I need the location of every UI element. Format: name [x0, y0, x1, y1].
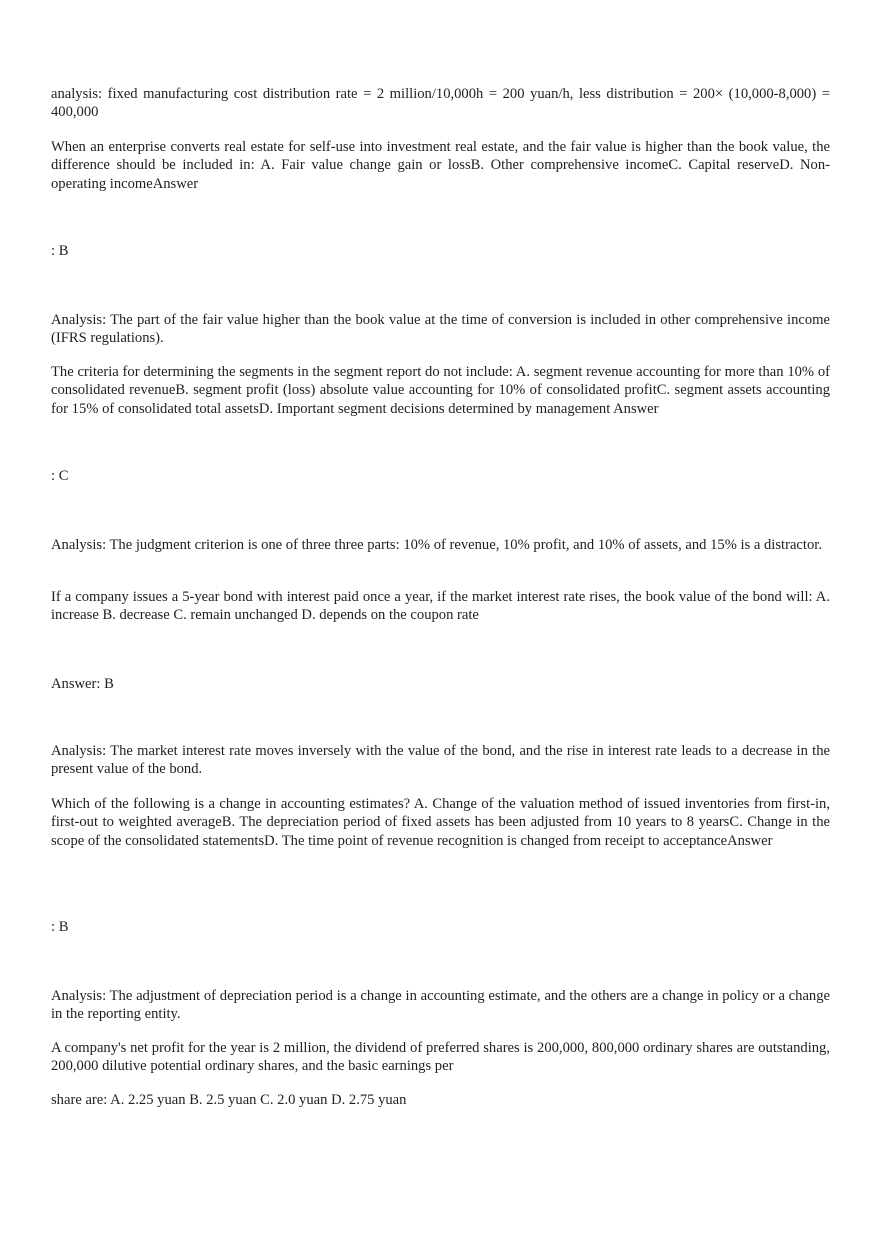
- paragraph-question-accounting-estimates: Which of the following is a change in accounting estimates? A. Change of the valuation method of issued inventories from first-in, first-out to weighted averageB. The depreciation period of fixed assets has been adjusted from 10 years to 8 yearsC. Change in the scope of the consolidated statementsD. The time point of revenue recognition is changed from receipt to acceptanceAnswer: [51, 796, 830, 849]
- paragraph-analysis-fair-value: Analysis: The part of the fair value higher than the book value at the time of conversion is included in other comprehensive income (IFRS regulations).: [51, 312, 830, 347]
- paragraph-answer-b-1: : B: [51, 243, 69, 259]
- paragraph-answer-b-3: : B: [51, 919, 69, 935]
- paragraph-eps-options: share are: A. 2.25 yuan B. 2.5 yuan C. 2.0 yuan D. 2.75 yuan: [51, 1092, 407, 1108]
- paragraph-answer-c: : C: [51, 468, 69, 484]
- paragraph-question-real-estate: When an enterprise converts real estate for self-use into investment real estate, and the fair value is higher than the book value, the difference should be included in: A. Fair value change gain or lossB. Other comprehensive incomeC. Capital reserveD. Non-operating incomeAnswer: [51, 139, 830, 192]
- paragraph-analysis-segment: Analysis: The judgment criterion is one of three three parts: 10% of revenue, 10% profit, and 10% of assets, and 15% is a distractor.: [51, 537, 822, 553]
- paragraph-question-bond: If a company issues a 5-year bond with interest paid once a year, if the market interest rate rises, the book value of the bond will: A. increase B. decrease C. remain unchanged D. depends on the coupon rate: [51, 589, 830, 624]
- paragraph-analysis-depreciation: Analysis: The adjustment of depreciation period is a change in accounting estimate, and the others are a change in policy or a change in the reporting entity.: [51, 988, 830, 1023]
- paragraph-question-earnings-per-share: A company's net profit for the year is 2 million, the dividend of preferred shares is 200,000, 800,000 ordinary shares are outstanding, 200,000 dilutive potential ordinary shares, and the basic earnings per: [51, 1040, 830, 1075]
- paragraph-analysis-bond: Analysis: The market interest rate moves inversely with the value of the bond, and the rise in interest rate leads to a decrease in the present value of the bond.: [51, 743, 830, 778]
- paragraph-analysis-fixed-cost: analysis: fixed manufacturing cost distribution rate = 2 million/10,000h = 200 yuan/h, less distribution = 200× (10,000-8,000) = 400,000: [51, 86, 830, 121]
- paragraph-answer-b-2: Answer: B: [51, 676, 114, 692]
- paragraph-question-segment-report: The criteria for determining the segments in the segment report do not include: A. segment revenue accounting for more than 10% of consolidated revenueB. segment profit (loss) absolute value accounting for 10% of consolidated profitC. segment assets accounting for 15% of consolidated total assetsD. Important segment decisions determined by management Answer: [51, 364, 830, 417]
